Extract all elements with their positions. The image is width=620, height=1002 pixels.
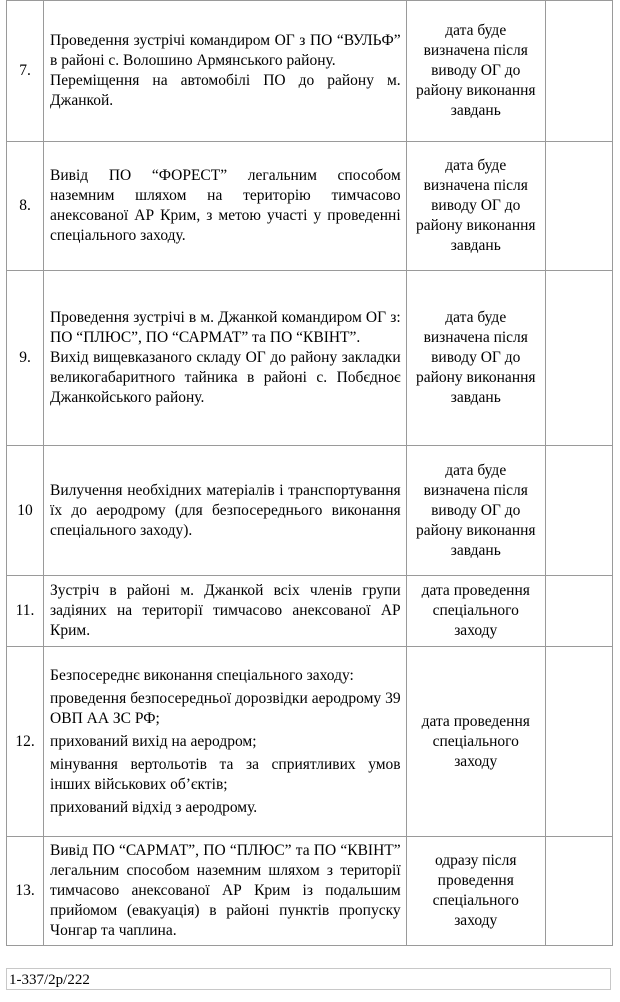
table-row — [7, 1, 613, 142]
date-cell: дата буде визначена після виводу ОГ до району виконання завдань — [406, 1, 545, 142]
row-number: 8. — [7, 142, 44, 271]
table-row — [7, 446, 613, 576]
row-number: 12. — [7, 647, 44, 837]
task-text: прихований вихід на аеродром; — [50, 732, 257, 750]
task-text: Переміщення на автомобілі ПО до району м. Джанкой. — [50, 72, 401, 109]
task-cell — [44, 1, 407, 142]
task-text: мінування вертольотів та за сприятливих умов інших військових об’єктів; — [50, 755, 401, 793]
empty-cell — [545, 647, 612, 837]
task-cell — [44, 142, 407, 271]
date-cell: дата буде визначена після виводу ОГ до району виконання завдань — [406, 142, 545, 271]
row-number: 7. — [7, 1, 44, 142]
empty-cell — [545, 1, 612, 142]
document-code-footer: 1-337/2р/222 — [6, 968, 611, 990]
date-cell: дата проведення спеціального заходу — [406, 647, 545, 837]
task-cell — [44, 271, 407, 446]
task-cell — [44, 647, 407, 837]
task-text: Вихід вищевказаного складу ОГ до району закладки великогабаритного тайника в районі с. Побєдноє Джанкойського району. — [50, 349, 401, 406]
table-row — [7, 576, 613, 647]
task-text: Вивід ПО “ФОРЕСТ” легальним способом наземним шляхом на територію тимчасово анексованої АР Крим, з метою участі у проведенні спеціального заходу. — [50, 167, 401, 244]
task-text: Безпосереднє виконання спеціального заходу: — [50, 666, 354, 684]
task-text: Проведення зустрічі в м. Джанкой командиром ОГ з: ПО “ПЛЮС”, ПО “САРМАТ” та ПО “КВІНТ”. — [50, 309, 401, 346]
date-cell: дата буде визначена після виводу ОГ до району виконання завдань — [406, 271, 545, 446]
date-cell: дата буде визначена після виводу ОГ до району виконання завдань — [406, 446, 545, 576]
plan-table — [6, 0, 613, 946]
empty-cell — [545, 837, 612, 946]
task-text: Зустріч в районі м. Джанкой всіх членів групи задіяних на території тимчасово анексованої АР Крим. — [50, 582, 401, 639]
empty-cell — [545, 142, 612, 271]
table-row — [7, 837, 613, 946]
task-cell — [44, 837, 407, 946]
table-row — [7, 647, 613, 837]
table-row — [7, 271, 613, 446]
task-text: Вилучення необхідних матеріалів і транспортування їх до аеродрому (для безпосереднього виконання спеціального заходу). — [50, 481, 401, 539]
row-number: 10 — [7, 446, 44, 576]
row-number: 9. — [7, 271, 44, 446]
row-number: 13. — [7, 837, 44, 946]
task-text: Проведення зустрічі командиром ОГ з ПО “ВУЛЬФ” в районі с. Волошино Армянського району. — [50, 32, 401, 69]
task-cell — [44, 446, 407, 576]
task-cell — [44, 576, 407, 647]
task-text: Вивід ПО “САРМАТ”, ПО “ПЛЮС” та ПО “КВІНТ” легальним способом наземним шляхом з території тимчасово анексованої АР Крим із подальшим прийомом (евакуація) в районі пунктів пропуску Чонгар та чаплина. — [50, 842, 401, 939]
date-cell: дата проведення спеціального заходу — [406, 576, 545, 647]
empty-cell — [545, 446, 612, 576]
table-row — [7, 142, 613, 271]
empty-cell — [545, 576, 612, 647]
task-text: проведення безпосередньої дорозвідки аеродрому 39 ОВП АА ЗС РФ; — [50, 689, 401, 727]
empty-cell — [545, 271, 612, 446]
date-cell: одразу після проведення спеціального заходу — [406, 837, 545, 946]
row-number: 11. — [7, 576, 44, 647]
task-text: прихований відхід з аеродрому. — [50, 798, 258, 816]
